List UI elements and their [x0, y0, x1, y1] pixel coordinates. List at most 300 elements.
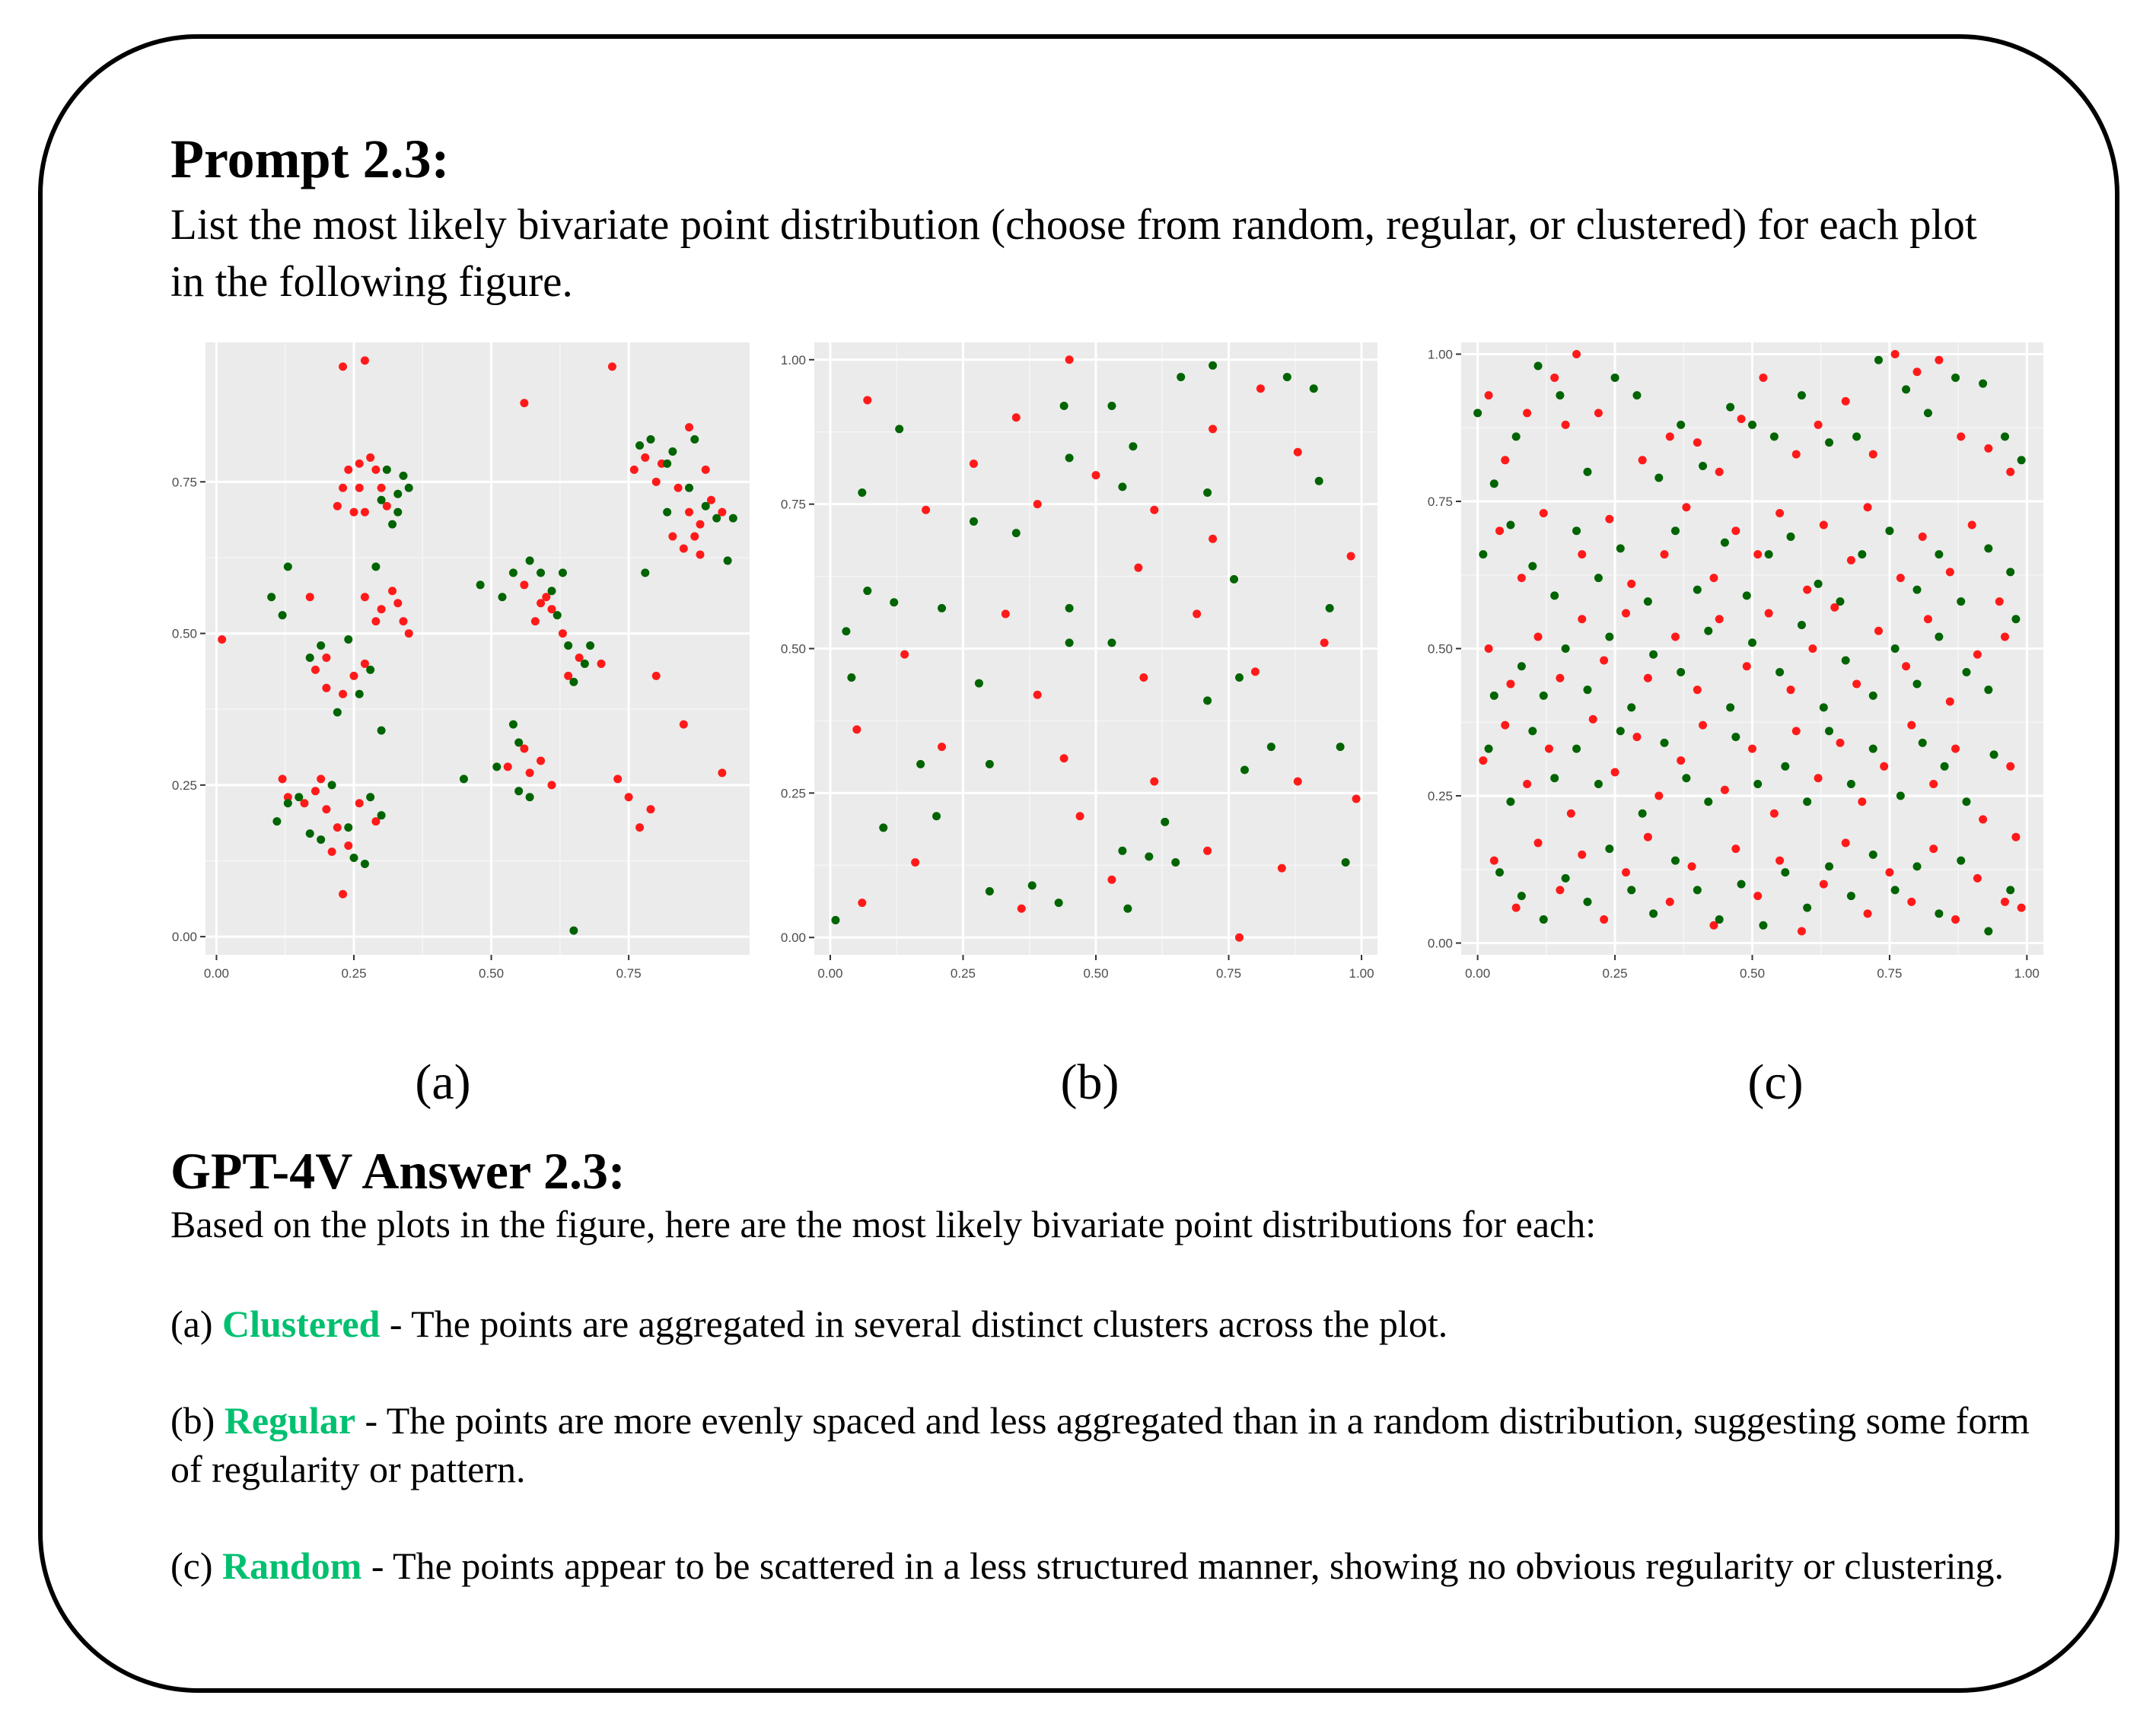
y-tick-label: 0.00 [171, 930, 197, 945]
panel-label-c: (c) [1747, 1054, 1804, 1110]
data-point-red [635, 823, 644, 832]
data-point-red [218, 635, 226, 644]
data-point-red [504, 762, 512, 771]
data-point-green [306, 829, 314, 838]
data-point-red [674, 484, 683, 492]
data-point-green [1528, 727, 1537, 735]
data-point-green [279, 611, 287, 619]
data-point-red [1946, 698, 1954, 706]
data-point-red [1578, 550, 1586, 558]
data-point-red [306, 593, 314, 601]
data-point-red [1632, 733, 1641, 741]
data-point-red [355, 484, 364, 492]
data-point-green [393, 490, 402, 498]
data-point-red [597, 660, 606, 668]
data-point-green [635, 441, 644, 450]
data-point-red [1060, 754, 1068, 762]
data-point-green [863, 587, 871, 595]
data-point-red [350, 508, 358, 517]
data-point-green [1874, 356, 1883, 364]
data-point-red [1847, 556, 1855, 565]
data-point-green [1490, 692, 1498, 700]
data-point-red [1622, 868, 1630, 876]
y-tick-label: 0.75 [1427, 494, 1453, 509]
data-point-red [322, 684, 330, 692]
data-point-red [1512, 904, 1521, 912]
data-point-green [1896, 792, 1905, 800]
data-point-red [1803, 586, 1811, 594]
data-point-green [377, 727, 386, 735]
data-point-green [559, 568, 567, 577]
data-point-red [1765, 609, 1773, 618]
x-tick-label: 0.50 [1739, 966, 1766, 981]
data-point-red [1852, 679, 1861, 688]
data-point-red [1753, 550, 1762, 558]
data-point-red [1968, 520, 1976, 529]
data-point-green [663, 508, 671, 517]
data-point-green [1704, 797, 1712, 806]
data-point-green [1726, 703, 1734, 711]
data-point-green [2017, 456, 2026, 464]
data-point-green [1671, 526, 1680, 535]
data-point-red [1693, 685, 1702, 694]
data-point-green [1556, 391, 1564, 399]
data-point-green [1924, 409, 1932, 417]
data-point-red [1294, 778, 1302, 786]
data-point-green [1836, 597, 1844, 606]
x-tick-label: 0.25 [950, 966, 976, 981]
data-point-red [1814, 774, 1823, 782]
data-point-green [383, 466, 391, 474]
data-point-green [1781, 762, 1789, 771]
data-point-red [1737, 415, 1746, 423]
data-point-red [1951, 745, 1960, 753]
data-point-green [1984, 927, 1992, 936]
data-point-green [526, 556, 534, 565]
data-point-green [1957, 857, 1965, 865]
data-point-red [1869, 450, 1877, 459]
data-point-red [1743, 662, 1751, 670]
data-point-green [847, 673, 855, 682]
data-point-green [514, 787, 523, 795]
data-point-green [405, 484, 413, 492]
y-tick-label: 0.25 [780, 786, 806, 801]
data-point-green [1145, 852, 1153, 860]
answer-verdict: Random [222, 1544, 362, 1587]
data-point-green [1649, 650, 1658, 659]
data-point-red [696, 520, 705, 529]
data-point-green [1919, 739, 1927, 747]
data-point-green [2011, 615, 2020, 623]
data-point-red [1605, 515, 1613, 523]
data-point-green [1550, 591, 1559, 600]
data-point-green [564, 641, 572, 650]
data-point-green [1803, 904, 1811, 912]
data-point-red [1682, 503, 1690, 511]
data-point-green [986, 760, 994, 768]
data-point-red [2006, 468, 2014, 476]
data-point-red [1235, 934, 1244, 942]
data-point-green [1847, 892, 1855, 900]
data-point-green [1693, 586, 1702, 594]
data-point-green [1060, 402, 1068, 410]
data-point-red [1578, 615, 1586, 623]
data-point-green [1957, 597, 1965, 606]
answer-text: - The points appear to be scattered in a less structured manner, showing no obvious regularity or clustering. [361, 1544, 2004, 1587]
data-point-green [1962, 668, 1970, 676]
data-point-green [1605, 845, 1613, 853]
data-point-red [1891, 350, 1900, 358]
data-point-green [1594, 574, 1603, 582]
data-point-red [1666, 898, 1674, 906]
data-point-red [1600, 915, 1608, 924]
data-point-green [858, 488, 866, 497]
data-point-red [1012, 413, 1021, 421]
data-point-green [569, 678, 578, 686]
data-point-green [647, 435, 655, 444]
data-point-green [1485, 745, 1493, 753]
data-point-green [1594, 780, 1603, 788]
data-point-red [1065, 355, 1074, 364]
data-point-red [355, 460, 364, 468]
data-point-red [1880, 762, 1888, 771]
data-point-red [608, 362, 616, 371]
data-point-green [1562, 644, 1570, 653]
data-point-green [569, 927, 578, 935]
data-point-green [492, 762, 501, 771]
data-point-green [333, 708, 342, 717]
data-point-green [1230, 575, 1238, 584]
x-tick-label: 0.00 [203, 966, 229, 981]
data-point-green [1820, 703, 1828, 711]
data-point-red [1864, 503, 1872, 511]
data-point-red [1594, 409, 1603, 417]
data-point-red [548, 781, 556, 789]
data-point-red [613, 775, 622, 783]
data-point-red [371, 466, 380, 474]
data-point-green [1891, 886, 1900, 894]
data-point-red [625, 793, 633, 801]
data-point-red [1627, 580, 1635, 588]
data-point-green [1540, 915, 1548, 924]
x-tick-label: 0.25 [341, 966, 367, 981]
data-point-red [1076, 812, 1084, 820]
y-tick-label: 1.00 [780, 352, 806, 367]
data-point-red [1896, 574, 1905, 582]
answer-prefix: (b) [170, 1399, 225, 1442]
data-point-green [1055, 899, 1063, 907]
data-point-red [1033, 500, 1042, 508]
data-point-green [1203, 696, 1212, 705]
data-point-green [1885, 526, 1893, 535]
data-point-green [272, 817, 281, 825]
data-point-green [1583, 685, 1591, 694]
data-point-green [295, 793, 303, 801]
data-point-red [685, 508, 693, 517]
data-point-red [922, 506, 930, 514]
data-point-red [531, 617, 540, 625]
data-point-red [279, 775, 287, 783]
data-point-green [1123, 905, 1132, 913]
data-point-green [1490, 479, 1498, 488]
data-point-green [581, 660, 589, 668]
data-point-red [1139, 673, 1148, 682]
y-tick-label: 1.00 [1427, 347, 1453, 362]
y-tick-label: 0.75 [171, 475, 197, 490]
data-point-red [322, 654, 330, 662]
data-point-green [388, 520, 396, 529]
data-point-red [400, 617, 408, 625]
data-point-green [1479, 550, 1487, 558]
x-tick-label: 0.00 [1465, 966, 1491, 981]
data-point-red [852, 725, 861, 733]
data-point-green [1209, 361, 1217, 370]
data-point-red [1501, 721, 1509, 730]
data-point-green [1699, 462, 1707, 470]
data-point-red [1709, 574, 1718, 582]
data-point-green [2006, 568, 2014, 576]
data-point-green [1583, 468, 1591, 476]
data-point-red [2006, 762, 2014, 771]
data-point-red [1545, 745, 1553, 753]
data-point-green [831, 916, 839, 924]
data-point-green [1267, 743, 1275, 751]
data-point-green [371, 562, 380, 571]
y-tick-label: 0.00 [780, 930, 806, 946]
data-point-red [1715, 468, 1724, 476]
y-tick-label: 0.50 [1427, 641, 1453, 657]
data-point-green [1891, 644, 1900, 653]
prompt-title: Prompt 2.3: [170, 129, 450, 189]
data-point-green [1743, 591, 1751, 600]
data-point-green [1721, 539, 1729, 547]
data-point-red [1661, 550, 1669, 558]
data-point-red [1775, 509, 1784, 517]
data-point-red [1209, 425, 1217, 433]
data-point-green [663, 460, 671, 468]
data-point-green [1979, 380, 1987, 388]
data-point-red [361, 356, 369, 364]
data-point-red [350, 672, 358, 680]
data-point-red [1753, 892, 1762, 900]
data-point-green [1869, 745, 1877, 753]
data-point-red [1209, 535, 1217, 543]
data-point-green [1671, 857, 1680, 865]
data-point-green [1540, 692, 1548, 700]
y-tick-label: 0.25 [171, 778, 197, 793]
data-point-green [1627, 886, 1635, 894]
data-point-green [1473, 409, 1482, 417]
data-point-red [333, 823, 342, 832]
data-point-red [344, 466, 352, 474]
plot-panel [205, 342, 750, 955]
data-point-green [938, 604, 946, 612]
prompt-body: List the most likely bivariate point distribution (choose from random, regular, or clustered) for each plot in the following figure. [170, 201, 1977, 306]
y-tick-label: 0.00 [1427, 936, 1453, 951]
data-point-red [1864, 909, 1872, 918]
data-point-red [405, 629, 413, 638]
answer-item-b [170, 1396, 2065, 1493]
data-point-red [1842, 397, 1850, 406]
data-point-red [1666, 432, 1674, 441]
data-point-red [1814, 421, 1823, 429]
data-point-green [986, 887, 994, 895]
data-point-red [1984, 444, 1992, 453]
data-point-green [1235, 673, 1244, 682]
data-point-red [339, 362, 347, 371]
data-point-green [1847, 780, 1855, 788]
data-point-red [2001, 898, 2009, 906]
data-point-green [1616, 544, 1625, 552]
data-point-red [1792, 450, 1801, 459]
data-point-red [718, 768, 726, 777]
data-point-red [1033, 691, 1042, 699]
data-point-green [1611, 374, 1619, 382]
data-point-red [339, 484, 347, 492]
answer-verdict: Regular [224, 1399, 356, 1442]
data-point-green [975, 679, 983, 688]
x-tick-label: 0.50 [1083, 966, 1109, 981]
data-point-green [1935, 633, 1943, 641]
data-point-green [1632, 391, 1641, 399]
answer-text: - The points are aggregated in several distinct clusters across the plot. [380, 1303, 1448, 1345]
x-tick-label: 0.75 [1215, 966, 1242, 981]
data-point-red [1550, 374, 1559, 382]
data-point-red [911, 858, 919, 867]
data-point-red [361, 508, 369, 517]
data-point-red [1092, 471, 1100, 479]
data-point-green [1506, 520, 1514, 529]
data-point-green [1962, 797, 1970, 806]
data-point-green [1748, 421, 1756, 429]
data-point-green [1572, 745, 1581, 753]
data-point-red [317, 775, 325, 783]
data-point-green [1715, 915, 1724, 924]
data-point-green [1028, 881, 1037, 889]
data-point-green [350, 854, 358, 862]
data-point-red [1731, 845, 1740, 853]
data-point-green [1528, 562, 1537, 571]
scatter-plot-c-svg [1404, 339, 2047, 993]
data-point-green [1825, 862, 1833, 870]
data-point-red [1820, 520, 1828, 529]
data-point-green [1605, 633, 1613, 641]
data-point-green [970, 517, 978, 526]
data-point-red [1874, 627, 1883, 635]
data-point-green [509, 568, 518, 577]
y-tick-label: 0.50 [780, 641, 806, 657]
data-point-red [1320, 638, 1329, 647]
data-point-red [1907, 898, 1916, 906]
data-point-red [1792, 727, 1801, 735]
data-point-red [333, 502, 342, 511]
data-point-green [1616, 727, 1625, 735]
data-point-green [1858, 550, 1866, 558]
data-point-green [1753, 780, 1762, 788]
data-point-red [1150, 506, 1158, 514]
data-point-green [895, 425, 903, 433]
data-point-red [1534, 633, 1543, 641]
data-point-green [1065, 604, 1074, 612]
data-point-green [553, 611, 562, 619]
data-point-green [514, 739, 523, 747]
data-point-green [1315, 477, 1323, 485]
data-point-green [1913, 679, 1922, 688]
data-point-green [267, 593, 275, 601]
data-point-green [377, 496, 386, 504]
data-point-green [1677, 421, 1685, 429]
data-point-red [1495, 526, 1504, 535]
data-point-red [520, 580, 528, 589]
data-point-green [1065, 453, 1074, 462]
data-point-red [1820, 880, 1828, 889]
answer-prefix: (a) [170, 1303, 222, 1345]
answer-item-a [170, 1299, 2065, 1348]
data-point-green [366, 793, 374, 801]
data-point-green [1798, 621, 1806, 629]
data-point-green [509, 720, 518, 729]
data-point-red [1352, 794, 1361, 803]
data-point-red [1731, 526, 1740, 535]
data-point-red [377, 605, 386, 613]
data-point-red [311, 666, 320, 674]
data-point-red [355, 799, 364, 807]
data-point-red [1770, 810, 1779, 818]
data-point-green [1065, 638, 1074, 647]
data-point-red [1294, 448, 1302, 456]
data-point-green [1990, 750, 1998, 759]
data-point-green [366, 666, 374, 674]
data-point-red [900, 650, 909, 659]
data-point-green [2001, 432, 2009, 441]
data-point-red [1562, 421, 1570, 429]
data-point-green [1171, 858, 1180, 867]
data-point-red [388, 587, 396, 595]
data-point-red [1611, 768, 1619, 777]
data-point-red [1523, 780, 1531, 788]
data-point-red [1490, 857, 1498, 865]
data-point-green [2006, 886, 2014, 894]
data-point-green [1310, 384, 1318, 393]
data-point-green [1118, 847, 1126, 855]
data-point-green [724, 556, 732, 565]
data-point-green [1852, 432, 1861, 441]
data-point-green [1787, 533, 1795, 541]
data-point-red [1808, 644, 1817, 653]
data-point-green [1984, 685, 1992, 694]
data-point-red [1951, 915, 1960, 924]
data-point-red [1556, 674, 1564, 682]
data-point-red [1973, 650, 1982, 659]
data-point-red [630, 466, 639, 474]
data-point-green [1326, 604, 1334, 612]
x-tick-label: 0.00 [817, 966, 843, 981]
data-point-red [1540, 509, 1548, 517]
data-point-green [1506, 797, 1514, 806]
x-tick-label: 1.00 [1349, 966, 1374, 981]
data-point-red [680, 544, 688, 552]
data-point-green [1336, 743, 1345, 751]
data-point-green [1748, 638, 1756, 647]
data-point-red [2011, 833, 2020, 841]
data-point-red [1485, 644, 1493, 653]
data-point-green [1517, 892, 1526, 900]
data-point-green [1654, 474, 1663, 482]
data-point-green [1693, 886, 1702, 894]
data-point-red [322, 805, 330, 813]
data-point-green [1825, 727, 1833, 735]
data-point-green [328, 781, 336, 789]
